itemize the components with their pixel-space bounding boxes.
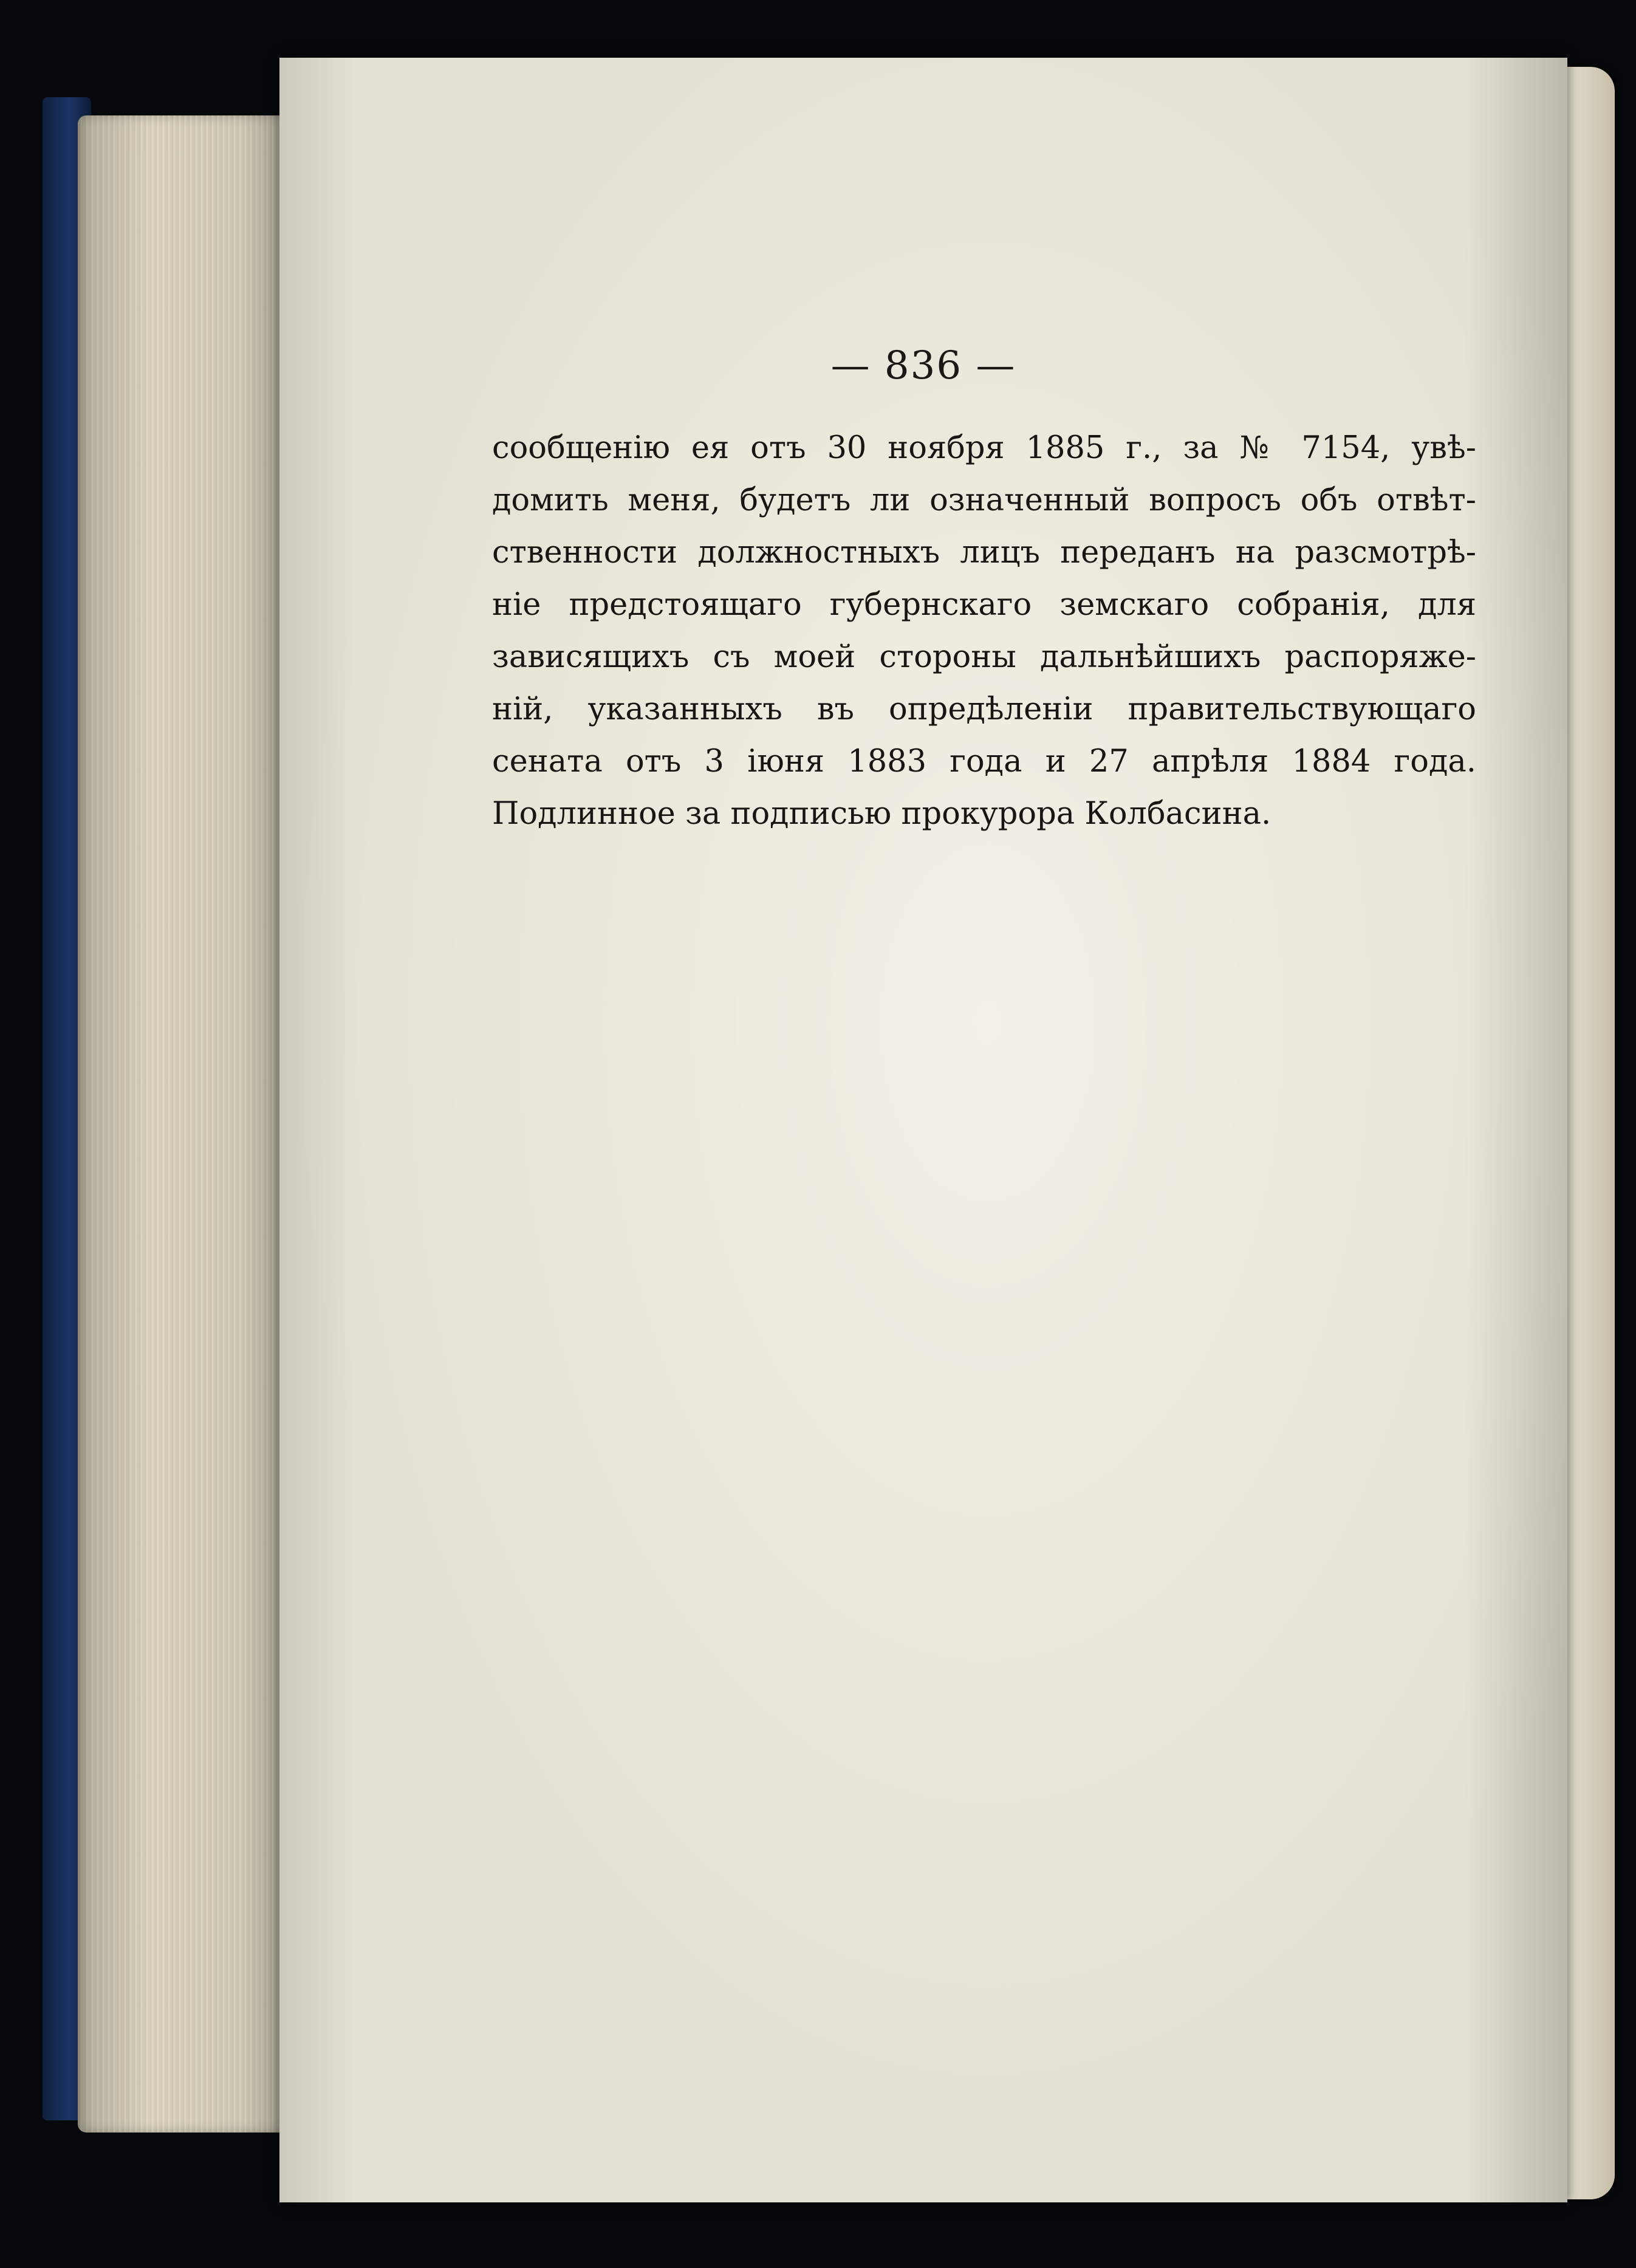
text-line: ній, указанныхъ въ опредѣленіи правительствующаго (492, 691, 1476, 727)
page-stack-edge (78, 115, 284, 2133)
page-number: — 836 — (830, 343, 1016, 388)
text-line: Подлинное за подписью прокурора Колбасина. (492, 796, 1271, 832)
text-line: домить меня, будетъ ли означенный вопросъ объ отвѣт- (492, 482, 1476, 518)
book-page (279, 58, 1567, 2202)
body-text (492, 422, 1476, 840)
text-line: зависящихъ съ моей стороны дальнѣйшихъ распоряже- (492, 639, 1476, 675)
text-line: ственности должностныхъ лицъ переданъ на разсмотрѣ- (492, 535, 1476, 570)
text-line: сената отъ 3 іюня 1883 года и 27 апрѣля 1884 года. (492, 744, 1476, 779)
text-line: ніе предстоящаго губернскаго земскаго собранія, для (492, 587, 1476, 623)
bleed-through-text (741, 875, 1482, 1199)
bleed-through-side (519, 875, 738, 929)
text-line: сообщенію ея отъ 30 ноября 1885 г., за № 7154, увѣ- (492, 430, 1476, 466)
